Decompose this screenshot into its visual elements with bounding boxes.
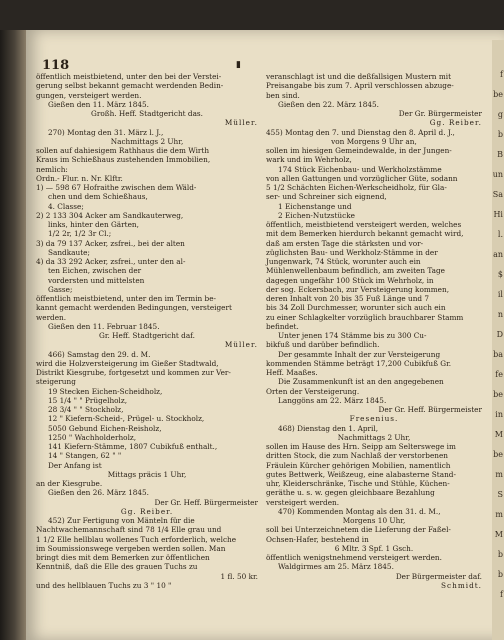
text-line: soll bei Unterzeichnetem die Lieferung der Faßel- bbox=[266, 525, 451, 535]
edge-fragment: M bbox=[494, 430, 503, 439]
edge-fragment: D bbox=[496, 330, 503, 339]
text-line: ten Eichen, zwischen der bbox=[48, 266, 142, 276]
text-line: Der Bürgermeister daf. bbox=[395, 571, 482, 581]
left-column bbox=[36, 72, 258, 590]
text-line: 455) Montag den 7. und Dienstag den 8. April d. J., bbox=[266, 127, 455, 137]
text-line: Nachmittags 2 Uhr, bbox=[337, 432, 411, 442]
text-line: Orten der Versteigerung. bbox=[266, 386, 360, 396]
text-line: befindet. bbox=[266, 321, 299, 331]
text-line: bis 34 Zoll Durchmesser, worunter sich auch ein bbox=[266, 303, 446, 313]
text-line: 4. Classe; bbox=[48, 201, 84, 211]
text-line: von Morgens 9 Uhr an, bbox=[331, 136, 417, 146]
edge-fragment: g bbox=[497, 110, 503, 119]
edge-fragment: Sa bbox=[492, 190, 503, 199]
text-line: mit dem Bemerken hierdurch bekannt gemacht wird, bbox=[266, 229, 464, 239]
edge-fragment: fe bbox=[495, 370, 503, 379]
text-line: dagegen ungefähr 100 Stück im Wehrholz, in bbox=[266, 275, 434, 285]
edge-fragment: f bbox=[500, 590, 503, 599]
edge-fragment: be bbox=[493, 450, 503, 459]
text-line: Gg. Reiber. bbox=[429, 118, 482, 128]
edge-fragment: m bbox=[495, 510, 503, 519]
text-line: 141 Kiefern-Stämme, 1807 Cubikfuß enthalt., bbox=[48, 442, 218, 451]
edge-fragment: be bbox=[493, 90, 503, 99]
text-line: sollen im Hause des Hrn. Seipp am Selterswege im bbox=[266, 442, 456, 451]
text-line: gungen, versteigert werden. bbox=[36, 90, 142, 100]
text-line: Müller. bbox=[224, 340, 258, 350]
text-line: werden. bbox=[36, 312, 67, 322]
edge-fragment: un bbox=[492, 170, 503, 179]
edge-fragment: in bbox=[495, 410, 503, 419]
edge-fragment: B bbox=[497, 150, 503, 159]
text-line: Die Zusammenkunft ist an den angegebenen bbox=[278, 377, 444, 387]
text-line: Mühlenwellenbaum befindlich, am zweiten Tage bbox=[266, 266, 445, 276]
text-line: daß am ersten Tage die stärksten und vor- bbox=[266, 238, 424, 248]
text-line: 19 Stecken Eichen-Scheidholz, bbox=[48, 386, 163, 396]
edge-fragment: M bbox=[494, 530, 503, 539]
text-line: sollen im hiesigen Gemeindewalde, in der Jungen- bbox=[266, 146, 452, 155]
next-page-edge bbox=[492, 40, 504, 640]
text-line: öffentlich meistbietend, unter den im Termin be- bbox=[36, 294, 217, 303]
text-line: öffentlich meistbietend, unter den bei der Verstei- bbox=[36, 72, 222, 81]
text-line: zu einer Schlagkelter vorzüglich brauchbarer Stamm bbox=[266, 312, 464, 322]
text-line: Nachtwachemannschaft sind 78 1/4 Elle grau und bbox=[36, 525, 222, 535]
text-line: 468) Dienstag den 1. April, bbox=[278, 423, 379, 433]
text-line: Schmidt. bbox=[441, 580, 482, 590]
right-column bbox=[266, 72, 482, 590]
text-line: 2) 2 133 304 Acker am Sandkauterweg, bbox=[36, 210, 184, 220]
text-line: und des hellblauen Tuchs zu 3 " 10 " bbox=[36, 580, 172, 590]
text-line: links, hinter den Gärten, bbox=[48, 220, 139, 229]
text-line: deren Inhalt von 20 bis 35 Fuß Länge und 7 bbox=[266, 294, 430, 303]
text-line: gutes Bettwerk, Weißzeug, eine alabasterne Stand- bbox=[266, 469, 456, 479]
text-line: 466) Samstag den 29. d. M. bbox=[48, 349, 151, 359]
text-line: Kraus im Schießhaus zustehenden Immobilien, bbox=[36, 155, 211, 165]
edge-fragment: S bbox=[497, 490, 503, 499]
text-line: 1 Eichenstange und bbox=[278, 201, 352, 211]
text-line: Jungenwark, 74 Stück, worunter auch ein bbox=[266, 257, 421, 266]
text-line: dritten Stock, die zum Nachlaß der verstorbenen bbox=[266, 451, 448, 461]
text-line: Der Gr. Heff. Bürgermeister bbox=[154, 497, 258, 507]
text-line: geräthe u. s. w. gegen gleichbaare Bezahlung bbox=[266, 488, 435, 498]
text-line: Fresenius. bbox=[349, 414, 399, 424]
text-line: Gasse; bbox=[48, 284, 73, 294]
printer-mark: ▮ bbox=[236, 60, 241, 70]
text-line: Der Gr. Bürgermeister bbox=[398, 109, 482, 118]
text-line: 4) da 33 292 Acker, zsfrei., unter den al- bbox=[36, 257, 186, 266]
edge-fragment: b bbox=[497, 130, 503, 139]
text-line: Müller. bbox=[224, 118, 258, 128]
text-line: Preisangabe bis zum 7. April verschlossen abzuge- bbox=[266, 81, 454, 91]
edge-fragment: n bbox=[497, 310, 503, 319]
edge-fragment: l. bbox=[497, 230, 503, 239]
text-line: Der Gr. Heff. Bürgermeister bbox=[378, 405, 482, 414]
text-line: 3) da 79 137 Acker, zsfrei., bei der alten bbox=[36, 238, 185, 248]
edge-fragment: il bbox=[497, 290, 503, 299]
text-line: kannt gemacht werdenden Bedingungen, versteigert bbox=[36, 303, 232, 313]
text-line: Ochsen-Hafer, bestehend in bbox=[266, 534, 369, 544]
text-line: 6 Mltr. 3 Spf. 1 Gsch. bbox=[334, 543, 414, 553]
text-line: 270) Montag den 31. März l. J., bbox=[48, 127, 164, 137]
edge-fragment: $ bbox=[497, 270, 503, 279]
text-line: 5050 Gebund Eichen-Reisholz, bbox=[48, 423, 162, 433]
text-line: bringt dies mit dem Bemerken zur öffentlichen bbox=[36, 553, 210, 562]
text-line: Gr. Heff. Stadtgericht daf. bbox=[99, 331, 195, 340]
text-line: uhr, Kleiderschränke, Tische und Stühle, Küchen- bbox=[266, 479, 450, 488]
text-line: öffentlich, meistbietend versteigert werden, welches bbox=[266, 220, 462, 229]
edge-fragment: ba bbox=[493, 350, 503, 359]
text-line: nemlich: bbox=[36, 164, 68, 174]
text-line: Langgöns am 22. März 1845. bbox=[278, 395, 387, 405]
text-line: 15 1/4 " " Prügelholz, bbox=[48, 395, 128, 405]
text-line: sollen auf dahiesigem Rathhaus die dem Wirth bbox=[36, 146, 210, 155]
text-line: 2 Eichen-Nutzstücke bbox=[278, 210, 355, 220]
edge-fragment: b bbox=[497, 550, 503, 559]
text-line: 1 fl. 50 kr. bbox=[220, 571, 258, 581]
text-line: ser- und Schreiner sich eignend, bbox=[266, 192, 387, 202]
text-line: Gg. Reiber. bbox=[120, 506, 174, 516]
text-line: Waldgirmes am 25. März 1845. bbox=[278, 562, 394, 572]
text-line: wird die Holzversteigerung im Gießer Stadtwald, bbox=[36, 358, 219, 368]
text-line: 1/2 2r, 1/2 3r Cl.; bbox=[48, 229, 112, 239]
text-line: Gießen den 11. Februar 1845. bbox=[48, 321, 160, 331]
text-line: Gießen den 26. März 1845. bbox=[48, 488, 149, 498]
text-line: Ordn.- Flur. n. Nr. Klftr. bbox=[36, 173, 123, 183]
text-line: an der Kiesgrube. bbox=[36, 479, 103, 488]
text-line: kommenden Stämme beträgt 17,200 Cubikfuß Gr. bbox=[266, 358, 452, 368]
edge-fragment: Hi bbox=[493, 210, 503, 219]
text-line: vordersten und mittelsten bbox=[48, 275, 145, 285]
text-line: Sandkaute; bbox=[48, 247, 90, 257]
text-line: Der Anfang ist bbox=[48, 460, 102, 470]
text-line: 28 3/4 " " Stockholz, bbox=[48, 405, 124, 414]
text-line: im Soumissionswege vergeben werden sollen. Man bbox=[36, 543, 226, 553]
text-line: Gießen den 22. März 1845. bbox=[278, 99, 379, 109]
edge-fragment: f bbox=[500, 70, 503, 79]
text-line: wark und im Wehrholz, bbox=[266, 155, 352, 165]
edge-fragment: b bbox=[497, 570, 503, 579]
text-line: öffentlich wenigstnehmend versteigert werden. bbox=[266, 553, 442, 562]
text-line: 5 1/2 Schächten Eichen-Werkscheidholz, für Gla- bbox=[266, 183, 447, 192]
text-line: Heff. Maaßes. bbox=[266, 368, 318, 377]
text-line: der sog. Eckersbach, zur Versteigerung kommen, bbox=[266, 284, 450, 294]
text-line: 14 " Stangen, 62 " " bbox=[48, 451, 122, 461]
text-line: Der gesammte Inhalt der zur Versteigerung bbox=[278, 349, 441, 359]
text-line: Gießen den 11. März 1845. bbox=[48, 99, 149, 109]
text-line: 174 Stück Eichenbau- und Werkholzstämme bbox=[278, 164, 442, 174]
text-line: steigerung bbox=[36, 377, 76, 387]
text-line: Großh. Heff. Stadtgericht das. bbox=[91, 109, 203, 118]
edge-fragment: be bbox=[493, 390, 503, 399]
text-line: 1250 " Wachholderholz, bbox=[48, 432, 137, 442]
text-line: bikfuß und darüber befindlich. bbox=[266, 340, 380, 350]
book-spine bbox=[0, 30, 26, 640]
text-line: 452) Zur Fertigung von Mänteln für die bbox=[48, 516, 195, 525]
text-line: 470) Kommenden Montag als den 31. d. M., bbox=[278, 506, 441, 516]
edge-fragment: an bbox=[493, 250, 503, 259]
text-line: Kenntniß, daß die Elle des grauen Tuchs zu bbox=[36, 562, 198, 572]
text-line: Morgens 10 Uhr, bbox=[342, 516, 406, 525]
text-line: von allen Gattungen und vorzüglicher Güte, sodann bbox=[266, 173, 458, 183]
page-number: 118 bbox=[42, 58, 70, 73]
text-line: 12 " Kiefern-Scheid-, Prügel- u. Stockholz, bbox=[48, 414, 205, 424]
text-line: Fräulein Kürcher gehörigen Mobilien, namentlich bbox=[266, 460, 451, 470]
text-line: chen und dem Schießhaus, bbox=[48, 192, 148, 202]
text-line: Distrikt Kiesgrube, fortgesetzt und kommen zur Ver- bbox=[36, 368, 231, 377]
text-line: gerung selbst bekannt gemacht werdenden Bedin- bbox=[36, 81, 224, 91]
text-line: züglichsten Bau- und Werkholz-Stämme in der bbox=[266, 247, 438, 257]
text-line: 1 1/2 Elle hellblau wollenes Tuch erforderlich, welche bbox=[36, 534, 237, 544]
edge-fragment: m bbox=[495, 470, 503, 479]
text-line: versteigert werden. bbox=[266, 497, 340, 507]
text-line: veranschlagt ist und die deßfallsigen Mustern mit bbox=[266, 72, 452, 81]
text-line: Nachmittags 2 Uhr, bbox=[110, 136, 184, 146]
text-line: ben sind. bbox=[266, 90, 300, 100]
text-line: 1) — 598 67 Hofraithe zwischen dem Wäld- bbox=[36, 183, 197, 192]
text-line: Mittags präcis 1 Uhr, bbox=[107, 469, 187, 479]
text-line: Unter jenen 174 Stämme bis zu 300 Cu- bbox=[278, 331, 427, 340]
